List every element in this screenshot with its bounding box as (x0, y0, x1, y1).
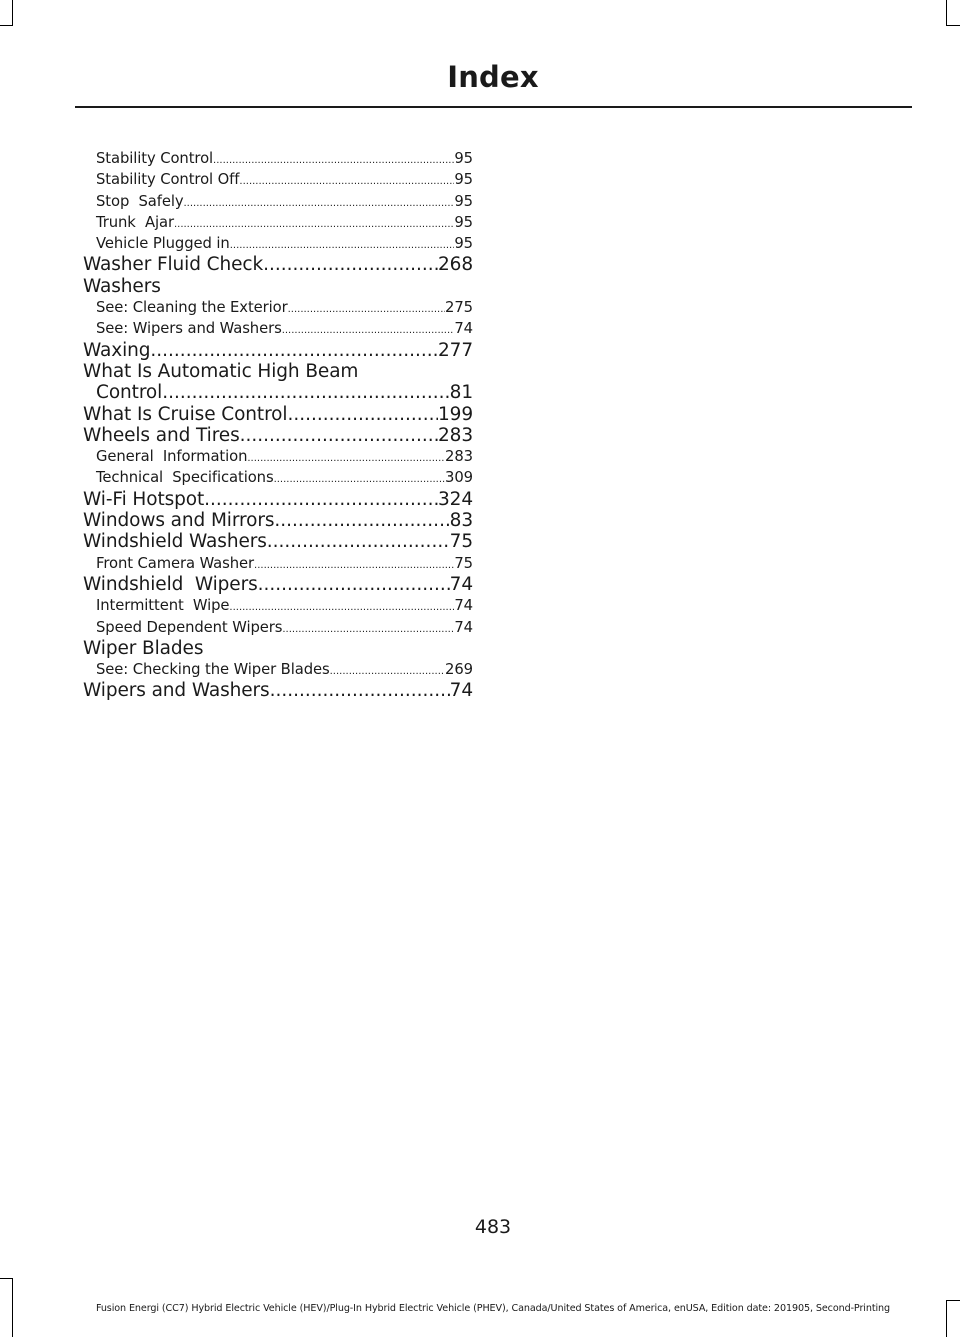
index-heading: Wiper Blades (83, 637, 204, 659)
dot-leader (240, 425, 438, 446)
dot-leader (274, 510, 449, 531)
index-entry[interactable] (83, 574, 473, 595)
entry-page: 81 (449, 382, 473, 404)
index-entry[interactable] (83, 489, 473, 510)
entry-page: 275 (445, 299, 473, 317)
entry-page: 95 (454, 150, 473, 167)
entry-page: 269 (445, 661, 473, 679)
entry-label: Windows and Mirrors (83, 510, 275, 532)
dot-leader (270, 680, 450, 701)
dot-leader (254, 553, 454, 576)
dot-leader (282, 617, 454, 640)
entry-label: Wheels and Tires (83, 424, 240, 446)
entry-label: Stability Control Off (96, 171, 240, 189)
entry-page: 95 (454, 213, 473, 231)
entry-label: What Is Cruise Control (83, 403, 288, 425)
entry-page: 74 (454, 618, 473, 636)
index-entry[interactable] (83, 148, 473, 169)
entry-page: 283 (445, 448, 473, 466)
index-entry[interactable] (83, 425, 473, 446)
index-entry[interactable] (83, 659, 473, 680)
footer-edition-text: Fusion Energi (CC7) Hybrid Electric Vehicle (HEV)/Plug-In Hybrid Electric Vehicle (PHEV), Canada/United States of America, enUSA, Edition date: 201905, Second-Printing (95, 1303, 891, 1314)
index-entry[interactable] (83, 382, 473, 403)
index-entry[interactable] (83, 531, 473, 552)
dot-leader (247, 446, 445, 469)
dot-leader (230, 233, 455, 256)
entry-label: Front Camera Washer (96, 554, 255, 572)
entry-label: Vehicle Plugged in (96, 235, 230, 253)
index-entry[interactable] (83, 617, 473, 638)
entry-label: Speed Dependent Wipers (96, 618, 283, 636)
entry-label: Washer Fluid Check (83, 254, 264, 276)
index-entry[interactable] (83, 510, 473, 531)
dot-leader (162, 382, 449, 403)
entry-page: 283 (437, 424, 473, 446)
entry-label: Technical Specifications (96, 469, 274, 487)
index-entry[interactable] (83, 680, 473, 701)
dot-leader (258, 574, 450, 595)
index-heading: Washers (83, 275, 161, 297)
entry-label: See: Checking the Wiper Blades (96, 661, 330, 679)
index-entry[interactable] (83, 169, 473, 190)
index-entry[interactable] (83, 340, 473, 361)
page-title: Index (447, 60, 539, 94)
crop-mark-bottom-left-horizontal (0, 1278, 13, 1279)
dot-leader (229, 595, 454, 618)
index-column (83, 148, 473, 702)
index-entry[interactable] (83, 467, 473, 488)
crop-mark-top-right-horizontal (946, 25, 960, 26)
index-entry[interactable] (83, 254, 473, 275)
index-entry[interactable] (83, 595, 473, 616)
entry-label: Wi-Fi Hotspot (83, 488, 205, 510)
entry-label: Stability Control (96, 150, 214, 167)
entry-label: Stop Safely (96, 192, 184, 210)
entry-page: 74 (449, 680, 473, 702)
index-entry[interactable] (83, 446, 473, 467)
entry-page: 309 (445, 469, 473, 487)
entry-label: Intermittent Wipe (96, 597, 230, 615)
entry-page: 95 (454, 171, 473, 189)
entry-page: 95 (454, 192, 473, 210)
entry-label: General Information (96, 448, 248, 466)
dot-leader (288, 297, 445, 320)
crop-mark-bottom-right-horizontal (946, 1300, 960, 1301)
index-entry[interactable] (83, 404, 473, 425)
entry-label: Waxing (83, 339, 151, 361)
dot-leader (282, 318, 455, 341)
dot-leader (274, 467, 445, 490)
crop-mark-top-left-vertical (12, 0, 13, 26)
entry-page: 75 (449, 531, 473, 553)
index-entry[interactable] (83, 297, 473, 318)
dot-leader (150, 340, 438, 361)
entry-page: 75 (454, 554, 473, 572)
dot-leader (287, 404, 438, 425)
entry-page: 74 (449, 573, 473, 595)
title-divider (75, 106, 912, 108)
dot-leader (184, 191, 455, 214)
entry-page: 268 (437, 254, 473, 276)
entry-page: 199 (437, 403, 473, 425)
index-entry[interactable] (83, 553, 473, 574)
dot-leader (213, 148, 454, 171)
dot-leader (204, 489, 438, 510)
page-number: 483 (474, 1216, 512, 1238)
dot-leader (174, 212, 454, 235)
index-entry[interactable] (83, 233, 473, 254)
entry-page: 83 (449, 510, 473, 532)
entry-label: Windshield Wipers (83, 573, 258, 595)
index-entry[interactable] (83, 191, 473, 212)
entry-label: See: Cleaning the Exterior (96, 299, 288, 317)
entry-page: 95 (454, 235, 473, 253)
index-entry[interactable] (83, 212, 473, 233)
dot-leader (267, 531, 450, 552)
entry-label: Windshield Washers (83, 531, 267, 553)
index-heading: What Is Automatic High Beam (83, 360, 359, 382)
entry-page: 74 (454, 320, 473, 338)
index-entry[interactable] (83, 318, 473, 339)
entry-label: Control (96, 382, 163, 404)
dot-leader (330, 659, 445, 682)
dot-leader (263, 254, 438, 275)
crop-mark-top-right-vertical (946, 0, 947, 26)
entry-page: 277 (437, 339, 473, 361)
entry-label: See: Wipers and Washers (96, 320, 282, 338)
entry-label: Trunk Ajar (96, 213, 174, 231)
dot-leader (239, 169, 454, 192)
entry-page: 74 (454, 597, 473, 615)
entry-label: Wipers and Washers (83, 680, 270, 702)
entry-page: 324 (437, 488, 473, 510)
crop-mark-top-left-horizontal (0, 25, 13, 26)
